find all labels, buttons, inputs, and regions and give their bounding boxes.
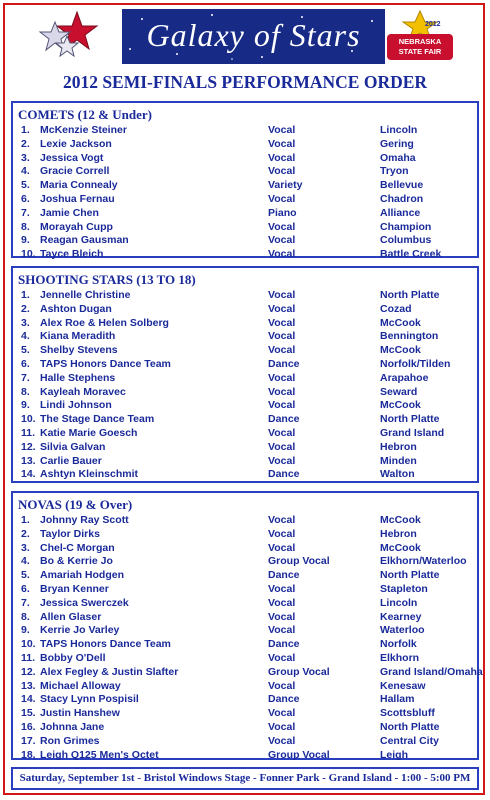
performance-category: Vocal xyxy=(268,330,296,343)
row-number: 1. xyxy=(21,124,30,136)
performer-name: Lindi Johnson xyxy=(40,399,112,412)
fair-logo-text: NEBRASKA STATE FAIR xyxy=(398,37,442,56)
performer-city: Columbus xyxy=(380,234,432,247)
row-number: 2. xyxy=(21,527,30,540)
performance-category: Vocal xyxy=(268,344,296,357)
row-number: 14. xyxy=(21,693,36,706)
performer-city: Elkhorn xyxy=(380,652,420,664)
performer-name: Alex Roe & Helen Solberg xyxy=(40,316,169,329)
performance-category: Vocal xyxy=(268,624,296,637)
performer-row xyxy=(13,372,477,387)
performer-name: Johnny Ray Scott xyxy=(40,514,129,526)
section-novas xyxy=(11,491,483,761)
performer-city: Kenesaw xyxy=(380,679,426,692)
row-number: 1. xyxy=(21,514,30,526)
row-number: 9. xyxy=(21,234,30,247)
performer-row xyxy=(13,317,477,332)
performer-row xyxy=(13,624,477,639)
performer-name: Justin Hanshew xyxy=(40,707,120,720)
performer-city: McCook xyxy=(380,316,421,329)
row-number: 13. xyxy=(21,454,36,467)
event-details-footer: Saturday, September 1st - Bristol Windows Stage - Fonner Park - Grand Island - 1:00 - 5:00 PM xyxy=(11,767,479,790)
section-title: SHOOTING STARS (13 TO 18) xyxy=(18,272,196,287)
performer-row xyxy=(13,152,477,167)
performer-row xyxy=(13,680,477,695)
row-number: 3. xyxy=(21,151,30,164)
row-number: 4. xyxy=(21,555,30,568)
performer-city: McCook xyxy=(380,541,421,554)
performer-row xyxy=(13,179,477,194)
performer-name: TAPS Honors Dance Team xyxy=(40,638,171,651)
performer-city: Norfolk/Tilden xyxy=(380,358,451,370)
performer-name: Maria Connealy xyxy=(40,179,118,192)
performer-city: Chadron xyxy=(380,193,424,205)
row-number: 15. xyxy=(21,707,36,720)
row-number: 2. xyxy=(21,302,30,315)
performer-name: Joshua Fernau xyxy=(40,193,115,205)
performer-city: Battle Creek xyxy=(380,248,442,261)
row-number: 13. xyxy=(21,679,36,692)
performer-row xyxy=(13,193,477,208)
performer-row xyxy=(13,427,477,442)
performer-row xyxy=(13,289,477,304)
performance-category: Vocal xyxy=(268,137,296,150)
performance-category: Vocal xyxy=(268,652,296,664)
performer-name: Gracie Correll xyxy=(40,165,110,178)
performance-category: Vocal xyxy=(268,440,296,453)
performer-city: Bellevue xyxy=(380,179,424,192)
row-number: 5. xyxy=(21,569,30,582)
row-number: 8. xyxy=(21,220,30,233)
performer-city: Central City xyxy=(380,734,439,747)
performer-row xyxy=(13,248,477,263)
performance-category: Dance xyxy=(268,358,300,370)
performer-city: Arapahoe xyxy=(380,371,429,384)
row-number: 12. xyxy=(21,665,36,678)
performance-category: Vocal xyxy=(268,302,296,315)
performance-category: Vocal xyxy=(268,151,296,164)
performer-city: Grand Island/Omaha xyxy=(380,665,483,678)
performer-row xyxy=(13,707,477,722)
row-number: 7. xyxy=(21,371,30,384)
performance-category: Vocal xyxy=(268,707,296,720)
performer-row xyxy=(13,583,477,598)
performer-name: Jennelle Christine xyxy=(40,289,131,301)
performer-city: Lincoln xyxy=(380,124,418,136)
performer-city: North Platte xyxy=(380,569,440,582)
performance-category: Vocal xyxy=(268,248,296,261)
performer-name: Leigh Q125 Men's Octet xyxy=(40,748,159,761)
performer-name: Ashtyn Kleinschmit xyxy=(40,468,139,481)
performer-name: Tayce Bleich xyxy=(40,248,104,261)
row-number: 11. xyxy=(21,427,36,439)
performer-city: Seward xyxy=(380,385,418,398)
performer-row xyxy=(13,665,483,681)
performer-name: Bo & Kerrie Jo xyxy=(40,555,113,568)
performer-city: Bennington xyxy=(380,330,439,343)
row-number: 7. xyxy=(21,206,30,219)
performance-category: Vocal xyxy=(268,371,296,384)
row-number: 6. xyxy=(21,193,30,205)
row-number: 1. xyxy=(21,289,30,301)
performer-city: North Platte xyxy=(380,721,440,733)
row-number: 16. xyxy=(21,721,36,733)
performer-name: Halle Stephens xyxy=(40,371,116,384)
performance-category: Vocal xyxy=(268,193,296,205)
section-comets xyxy=(11,101,479,261)
row-number: 5. xyxy=(21,179,30,192)
performer-city: Lincoln xyxy=(380,596,418,609)
performer-row xyxy=(13,735,477,750)
performance-category: Dance xyxy=(268,638,300,651)
performer-name: Kerrie Jo Varley xyxy=(40,624,120,637)
performer-city: Omaha xyxy=(380,151,416,164)
performance-category: Vocal xyxy=(268,220,296,233)
performer-row xyxy=(13,165,477,180)
row-number: 17. xyxy=(21,734,36,747)
row-number: 4. xyxy=(21,330,30,343)
performer-row xyxy=(13,221,477,236)
section-title: NOVAS (19 & Over) xyxy=(18,497,133,512)
performance-category: Vocal xyxy=(268,289,296,301)
performer-city: Scottsbluff xyxy=(380,707,435,720)
row-number: 10. xyxy=(21,413,36,426)
performer-row xyxy=(13,330,477,345)
row-number: 4. xyxy=(21,165,30,178)
performance-category: Vocal xyxy=(268,165,296,178)
row-number: 18. xyxy=(21,748,36,761)
row-number: 3. xyxy=(21,541,30,554)
performance-category: Piano xyxy=(268,206,297,219)
row-number: 5. xyxy=(21,344,30,357)
section-title: COMETS (12 & Under) xyxy=(18,107,152,122)
performer-row xyxy=(13,399,477,414)
performer-name: Katie Marie Goesch xyxy=(40,427,138,439)
performer-name: Shelby Stevens xyxy=(40,344,118,357)
performer-name: Reagan Gausman xyxy=(40,234,129,247)
performer-name: Silvia Galvan xyxy=(40,440,106,453)
performer-row xyxy=(13,542,477,557)
performance-category: Vocal xyxy=(268,514,296,526)
star-logo-icon xyxy=(33,10,103,60)
performer-row xyxy=(13,652,477,667)
performer-city: Alliance xyxy=(380,206,421,219)
performance-category: Vocal xyxy=(268,124,296,136)
performer-row xyxy=(13,638,477,653)
performer-name: Johnna Jane xyxy=(40,721,105,733)
row-number: 7. xyxy=(21,596,30,609)
performer-city: North Platte xyxy=(380,413,440,426)
performance-category: Group Vocal xyxy=(268,748,330,761)
performer-name: Carlie Bauer xyxy=(40,454,102,467)
performer-city: North Platte xyxy=(380,289,440,301)
performer-name: Bobby O'Dell xyxy=(40,652,106,664)
performer-city: McCook xyxy=(380,344,421,357)
performer-city: McCook xyxy=(380,399,421,412)
row-number: 6. xyxy=(21,358,30,370)
performer-city: Waterloo xyxy=(380,624,425,637)
performance-category: Dance xyxy=(268,569,300,582)
performer-row xyxy=(13,344,477,359)
performance-category: Dance xyxy=(268,468,300,481)
performer-name: Taylor Dirks xyxy=(40,527,100,540)
performance-category: Vocal xyxy=(268,316,296,329)
performer-city: Tryon xyxy=(380,165,409,178)
row-number: 9. xyxy=(21,399,30,412)
performer-row xyxy=(13,749,477,764)
performance-category: Vocal xyxy=(268,734,296,747)
performer-row xyxy=(13,555,477,570)
performer-row xyxy=(13,413,477,428)
row-number: 10. xyxy=(21,248,36,261)
performer-row xyxy=(13,303,477,318)
performer-city: Champion xyxy=(380,220,432,233)
performer-row xyxy=(13,693,477,708)
row-number: 3. xyxy=(21,316,30,329)
performer-name: Kayleah Moravec xyxy=(40,385,126,398)
performance-category: Group Vocal xyxy=(268,665,330,678)
performer-city: McCook xyxy=(380,514,421,526)
row-number: 8. xyxy=(21,610,30,623)
performance-category: Vocal xyxy=(268,385,296,398)
galaxy-of-stars-banner xyxy=(122,9,385,64)
performer-row xyxy=(13,124,477,139)
performer-city: Elkhorn/Waterloo xyxy=(380,555,467,568)
row-number: 11. xyxy=(21,652,36,664)
performer-city: Kearney xyxy=(380,610,422,623)
performer-name: Jessica Vogt xyxy=(40,151,104,164)
performance-category: Vocal xyxy=(268,596,296,609)
row-number: 14. xyxy=(21,468,36,481)
performance-category: Dance xyxy=(268,413,300,426)
performance-category: Vocal xyxy=(268,427,296,439)
performer-city: Gering xyxy=(380,137,414,150)
performer-name: Bryan Kenner xyxy=(40,583,109,595)
performer-row xyxy=(13,468,477,483)
performance-category: Dance xyxy=(268,693,300,706)
performance-category: Vocal xyxy=(268,679,296,692)
performer-city: Grand Island xyxy=(380,427,445,439)
performer-name: Stacy Lynn Pospisil xyxy=(40,693,139,706)
performance-category: Vocal xyxy=(268,583,296,595)
performer-city: Cozad xyxy=(380,302,412,315)
performer-name: Morayah Cupp xyxy=(40,220,113,233)
performer-row xyxy=(13,207,477,222)
performer-name: Allen Glaser xyxy=(40,610,102,623)
performer-city: Hebron xyxy=(380,440,417,453)
performer-name: Kiana Meradith xyxy=(40,330,116,343)
performance-category: Vocal xyxy=(268,454,296,467)
performance-category: Vocal xyxy=(268,541,296,554)
performer-name: Lexie Jackson xyxy=(40,137,112,150)
performer-city: Minden xyxy=(380,454,417,467)
performer-city: Hebron xyxy=(380,527,417,540)
performance-category: Variety xyxy=(268,179,303,192)
performer-row xyxy=(13,528,477,543)
performer-row xyxy=(13,441,477,456)
nebraska-state-fair-logo-icon xyxy=(385,9,455,64)
row-number: 6. xyxy=(21,583,30,595)
performer-row xyxy=(13,386,477,401)
banner-title: Galaxy of Stars xyxy=(146,17,361,53)
performer-row xyxy=(13,569,477,584)
performance-category: Vocal xyxy=(268,399,296,412)
performer-city: Hallam xyxy=(380,693,415,706)
performer-name: The Stage Dance Team xyxy=(40,413,155,426)
row-number: 8. xyxy=(21,385,30,398)
performer-name: Amariah Hodgen xyxy=(40,569,125,582)
performer-city: Stapleton xyxy=(380,583,428,595)
row-number: 2. xyxy=(21,137,30,150)
fair-logo-year: 2012 xyxy=(425,21,441,28)
performer-city: Norfolk xyxy=(380,638,417,651)
performer-row xyxy=(13,514,477,529)
performer-row xyxy=(13,234,477,249)
performance-category: Vocal xyxy=(268,527,296,540)
performer-name: Jamie Chen xyxy=(40,206,99,219)
performer-name: McKenzie Steiner xyxy=(40,124,127,136)
row-number: 12. xyxy=(21,440,36,453)
section-shooting-stars xyxy=(11,266,479,483)
performer-name: Alex Fegley & Justin Slafter xyxy=(40,665,179,678)
performance-category: Vocal xyxy=(268,610,296,623)
performer-city: Walton xyxy=(380,468,415,481)
performer-row xyxy=(13,455,477,470)
row-number: 9. xyxy=(21,624,30,637)
performer-city: Leigh xyxy=(380,748,408,761)
performer-name: Ron Grimes xyxy=(40,734,100,747)
performer-name: Ashton Dugan xyxy=(40,302,112,315)
performer-name: TAPS Honors Dance Team xyxy=(40,358,171,370)
performance-category: Vocal xyxy=(268,234,296,247)
performer-row xyxy=(13,138,477,153)
performance-category: Group Vocal xyxy=(268,555,330,568)
performer-row xyxy=(13,721,477,736)
performer-name: Chel-C Morgan xyxy=(40,541,115,554)
performer-name: Jessica Swerczek xyxy=(40,596,129,609)
performer-row xyxy=(13,611,477,626)
page-title: 2012 SEMI-FINALS PERFORMANCE ORDER xyxy=(62,72,428,92)
row-number: 10. xyxy=(21,638,36,651)
performer-row xyxy=(13,358,477,373)
performer-name: Michael Alloway xyxy=(40,679,121,692)
performance-category: Vocal xyxy=(268,721,296,733)
performer-row xyxy=(13,597,477,612)
